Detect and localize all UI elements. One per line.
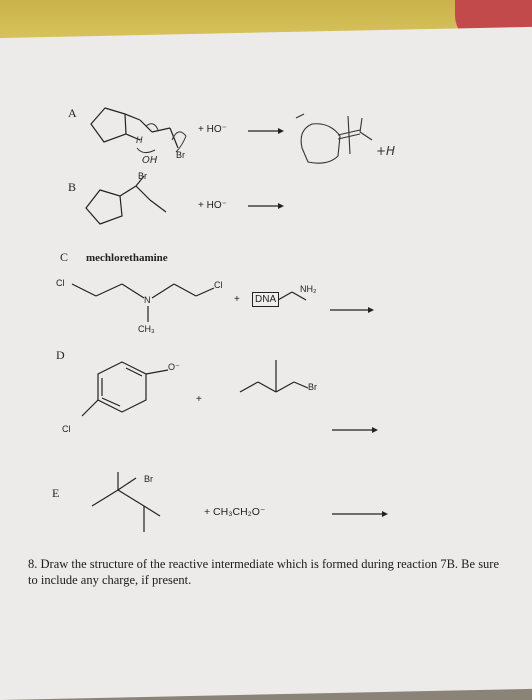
rxn-e-br: Br <box>144 474 153 484</box>
rxn-a-handwriting <box>137 124 186 153</box>
rxn-b-br: Br <box>138 171 147 181</box>
rxn-a-reagent: + HO⁻ <box>198 124 227 135</box>
rxn-b-reagent: + HO⁻ <box>198 200 227 211</box>
rxn-c-methyl: CH₃ <box>138 324 155 334</box>
rxn-c-cl-left: Cl <box>56 278 65 288</box>
rxn-a-handwritten-extra: +H <box>376 144 396 158</box>
label-e: E <box>52 486 60 500</box>
rxn-a-reactant <box>91 108 178 148</box>
rxn-d-plus: + <box>196 394 202 405</box>
rxn-c-nh2: NH₂ <box>300 284 317 294</box>
label-b: B <box>68 180 77 194</box>
rxn-d-br: Br <box>308 382 317 392</box>
rxn-c-dna: DNA <box>252 292 279 307</box>
question-8-text: 8. Draw the structure of the reactive intermediate which is formed during reaction 7B. Be sure to include any charge, if present. <box>28 557 500 587</box>
rxn-b-reactant <box>86 176 166 224</box>
rxn-d-o-minus: O⁻ <box>168 362 180 372</box>
rxn-c-reactant <box>72 284 214 322</box>
rxn-c-cl-right: Cl <box>214 280 223 290</box>
rxn-a-br: Br <box>176 150 185 160</box>
rxn-d-reactant-phenoxide <box>82 362 168 416</box>
rxn-e-reagent: + CH₃CH₂O⁻ <box>204 506 266 518</box>
rxn-a-product <box>296 114 372 163</box>
rxn-d-cl: Cl <box>62 424 71 434</box>
label-d: D <box>56 348 65 362</box>
rxn-c-n: N <box>144 295 151 305</box>
label-c: C <box>60 250 69 264</box>
rxn-d-reactant-bromide <box>240 360 308 392</box>
rxn-a-handwritten-oh: OH <box>142 155 158 166</box>
label-a: A <box>68 106 77 120</box>
rxn-a-handwritten-h: H <box>136 136 143 146</box>
rxn-c-name: mechlorethamine <box>86 252 168 264</box>
rxn-c-plus: + <box>234 294 240 305</box>
